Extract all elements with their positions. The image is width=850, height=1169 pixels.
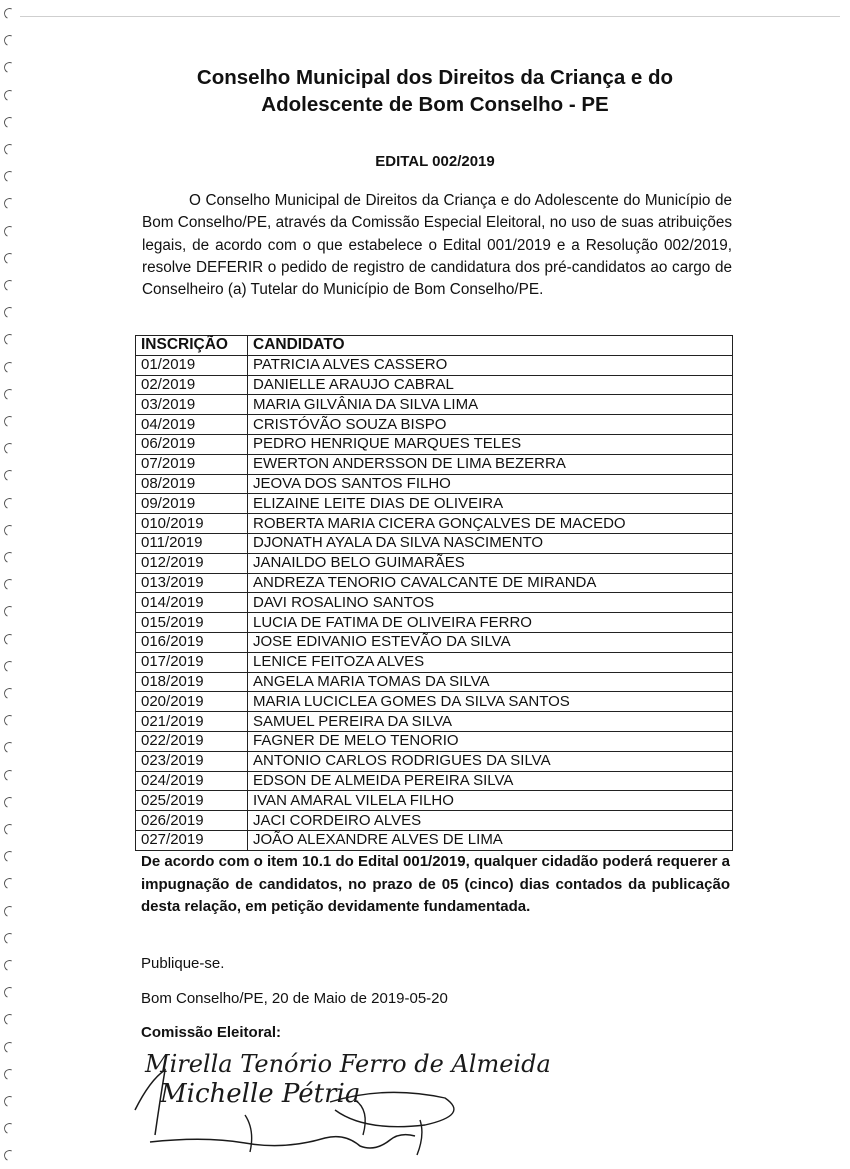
binder-hole-icon bbox=[2, 1149, 16, 1163]
table-row bbox=[136, 533, 733, 553]
inscricao-cell: 06/2019 bbox=[136, 434, 248, 454]
table-row bbox=[136, 415, 733, 435]
binder-hole-icon bbox=[2, 197, 16, 211]
inscricao-cell: 025/2019 bbox=[136, 791, 248, 811]
binder-hole-icon bbox=[2, 741, 16, 755]
candidato-cell: DAVI ROSALINO SANTOS bbox=[248, 593, 733, 613]
binder-hole-icon bbox=[2, 931, 16, 945]
inscricao-cell: 014/2019 bbox=[136, 593, 248, 613]
table-row bbox=[136, 613, 733, 633]
table-row bbox=[136, 434, 733, 454]
table-row bbox=[136, 553, 733, 573]
binder-hole-icon bbox=[2, 414, 16, 428]
table-row bbox=[136, 514, 733, 534]
binder-hole-icon bbox=[2, 142, 16, 156]
edital-number: EDITAL 002/2019 bbox=[375, 153, 495, 170]
inscricao-cell: 021/2019 bbox=[136, 712, 248, 732]
signature-2: Michelle Pétria bbox=[160, 1079, 361, 1109]
candidato-cell: ANDREZA TENORIO CAVALCANTE DE MIRANDA bbox=[248, 573, 733, 593]
binder-hole-icon bbox=[2, 442, 16, 456]
handwritten-signatures bbox=[125, 1040, 565, 1160]
inscricao-cell: 015/2019 bbox=[136, 613, 248, 633]
binder-hole-icon bbox=[2, 1040, 16, 1054]
inscricao-cell: 020/2019 bbox=[136, 692, 248, 712]
table-row bbox=[136, 395, 733, 415]
signature-1: Mirella Tenório Ferro de Almeida bbox=[145, 1050, 551, 1078]
binder-hole-icon bbox=[2, 6, 16, 20]
binder-hole-icon bbox=[2, 550, 16, 564]
inscricao-cell: 023/2019 bbox=[136, 751, 248, 771]
inscricao-cell: 03/2019 bbox=[136, 395, 248, 415]
candidates-table bbox=[135, 335, 733, 851]
inscricao-cell: 04/2019 bbox=[136, 415, 248, 435]
title-line-1: Conselho Municipal dos Direitos da Criança e do bbox=[196, 66, 674, 89]
candidato-cell: FAGNER DE MELO TENORIO bbox=[248, 731, 733, 751]
page-top-edge bbox=[20, 16, 840, 17]
inscricao-cell: 02/2019 bbox=[136, 375, 248, 395]
binder-hole-icon bbox=[2, 34, 16, 48]
table-row bbox=[136, 573, 733, 593]
page-title bbox=[140, 64, 730, 118]
candidato-cell: MARIA LUCICLEA GOMES DA SILVA SANTOS bbox=[248, 692, 733, 712]
binder-hole-icon bbox=[2, 1067, 16, 1081]
binder-hole-icon bbox=[2, 61, 16, 75]
inscricao-cell: 013/2019 bbox=[136, 573, 248, 593]
binder-holes bbox=[0, 0, 30, 1169]
publique-text: Publique-se. bbox=[141, 955, 225, 972]
candidato-cell: ELIZAINE LEITE DIAS DE OLIVEIRA bbox=[248, 494, 733, 514]
binder-hole-icon bbox=[2, 251, 16, 265]
binder-hole-icon bbox=[2, 686, 16, 700]
header-inscricao: INSCRIÇÃO bbox=[136, 336, 248, 356]
binder-hole-icon bbox=[2, 986, 16, 1000]
binder-hole-icon bbox=[2, 1013, 16, 1027]
inscricao-cell: 012/2019 bbox=[136, 553, 248, 573]
candidato-cell: LUCIA DE FATIMA DE OLIVEIRA FERRO bbox=[248, 613, 733, 633]
candidato-cell: MARIA GILVÂNIA DA SILVA LIMA bbox=[248, 395, 733, 415]
binder-hole-icon bbox=[2, 387, 16, 401]
candidato-cell: JOSE EDIVANIO ESTEVÃO DA SILVA bbox=[248, 632, 733, 652]
inscricao-cell: 017/2019 bbox=[136, 652, 248, 672]
table-row bbox=[136, 672, 733, 692]
inscricao-cell: 07/2019 bbox=[136, 454, 248, 474]
inscricao-cell: 024/2019 bbox=[136, 771, 248, 791]
binder-hole-icon bbox=[2, 958, 16, 972]
binder-hole-icon bbox=[2, 469, 16, 483]
inscricao-cell: 01/2019 bbox=[136, 355, 248, 375]
inscricao-cell: 011/2019 bbox=[136, 533, 248, 553]
table-row bbox=[136, 454, 733, 474]
candidato-cell: ANTONIO CARLOS RODRIGUES DA SILVA bbox=[248, 751, 733, 771]
binder-hole-icon bbox=[2, 877, 16, 891]
binder-hole-icon bbox=[2, 822, 16, 836]
table-row bbox=[136, 791, 733, 811]
table-row bbox=[136, 593, 733, 613]
inscricao-cell: 018/2019 bbox=[136, 672, 248, 692]
title-line-2: Adolescente de Bom Conselho - PE bbox=[261, 93, 609, 116]
binder-hole-icon bbox=[2, 278, 16, 292]
binder-hole-icon bbox=[2, 496, 16, 510]
binder-hole-icon bbox=[2, 115, 16, 129]
binder-hole-icon bbox=[2, 88, 16, 102]
inscricao-cell: 016/2019 bbox=[136, 632, 248, 652]
binder-hole-icon bbox=[2, 605, 16, 619]
binder-hole-icon bbox=[2, 714, 16, 728]
binder-hole-icon bbox=[2, 306, 16, 320]
candidato-cell: ANGELA MARIA TOMAS DA SILVA bbox=[248, 672, 733, 692]
binder-hole-icon bbox=[2, 360, 16, 374]
binder-hole-icon bbox=[2, 1122, 16, 1136]
candidato-cell: IVAN AMARAL VILELA FILHO bbox=[248, 791, 733, 811]
binder-hole-icon bbox=[2, 795, 16, 809]
candidato-cell: JACI CORDEIRO ALVES bbox=[248, 811, 733, 831]
inscricao-cell: 022/2019 bbox=[136, 731, 248, 751]
table-row bbox=[136, 474, 733, 494]
inscricao-cell: 026/2019 bbox=[136, 811, 248, 831]
candidato-cell: DJONATH AYALA DA SILVA NASCIMENTO bbox=[248, 533, 733, 553]
table-row bbox=[136, 652, 733, 672]
table-row bbox=[136, 355, 733, 375]
table-body bbox=[136, 355, 733, 850]
inscricao-cell: 08/2019 bbox=[136, 474, 248, 494]
table-row bbox=[136, 811, 733, 831]
candidato-cell: PEDRO HENRIQUE MARQUES TELES bbox=[248, 434, 733, 454]
binder-hole-icon bbox=[2, 523, 16, 537]
header-candidato: CANDIDATO bbox=[248, 336, 733, 356]
table-row bbox=[136, 494, 733, 514]
binder-hole-icon bbox=[2, 578, 16, 592]
candidato-cell: JEOVA DOS SANTOS FILHO bbox=[248, 474, 733, 494]
intro-paragraph: O Conselho Municipal de Direitos da Criança e do Adolescente do Município de Bom Conselho/PE, através da Comissão Especial Eleitoral, no uso de suas atribuições legais, de acordo com o que estabelece o Edital 001/2019 e a Resolução 002/2019, resolve DEFERIR o pedido de registro de candidatura dos pré-candidatos ao cargo de Conselheiro (a) Tutelar do Município de Bom Conselho/PE. bbox=[142, 192, 732, 299]
table-header-row bbox=[136, 336, 733, 356]
candidato-cell: EWERTON ANDERSSON DE LIMA BEZERRA bbox=[248, 454, 733, 474]
candidato-cell: JANAILDO BELO GUIMARÃES bbox=[248, 553, 733, 573]
candidato-cell: LENICE FEITOZA ALVES bbox=[248, 652, 733, 672]
binder-hole-icon bbox=[2, 850, 16, 864]
table-row bbox=[136, 731, 733, 751]
binder-hole-icon bbox=[2, 904, 16, 918]
binder-hole-icon bbox=[2, 659, 16, 673]
candidato-cell: DANIELLE ARAUJO CABRAL bbox=[248, 375, 733, 395]
candidato-cell: CRISTÓVÃO SOUZA BISPO bbox=[248, 415, 733, 435]
binder-hole-icon bbox=[2, 333, 16, 347]
candidato-cell: EDSON DE ALMEIDA PEREIRA SILVA bbox=[248, 771, 733, 791]
binder-hole-icon bbox=[2, 1094, 16, 1108]
inscricao-cell: 09/2019 bbox=[136, 494, 248, 514]
binder-hole-icon bbox=[2, 632, 16, 646]
table-row bbox=[136, 751, 733, 771]
candidato-cell: JOÃO ALEXANDRE ALVES DE LIMA bbox=[248, 830, 733, 850]
table-row bbox=[136, 830, 733, 850]
impugnation-note: De acordo com o item 10.1 do Edital 001/2019, qualquer cidadão poderá requerer a impugnação de candidatos, no prazo de 05 (cinco) dias contados da publicação desta relação, em petição devidamente fundamentada. bbox=[141, 853, 730, 915]
binder-hole-icon bbox=[2, 224, 16, 238]
table-row bbox=[136, 632, 733, 652]
table-row bbox=[136, 375, 733, 395]
binder-hole-icon bbox=[2, 170, 16, 184]
table-row bbox=[136, 712, 733, 732]
candidato-cell: PATRICIA ALVES CASSERO bbox=[248, 355, 733, 375]
commission-label: Comissão Eleitoral: bbox=[141, 1024, 282, 1041]
table-row bbox=[136, 692, 733, 712]
candidato-cell: SAMUEL PEREIRA DA SILVA bbox=[248, 712, 733, 732]
date-line: Bom Conselho/PE, 20 de Maio de 2019-05-20 bbox=[141, 990, 448, 1007]
candidato-cell: ROBERTA MARIA CICERA GONÇALVES DE MACEDO bbox=[248, 514, 733, 534]
table-row bbox=[136, 771, 733, 791]
inscricao-cell: 027/2019 bbox=[136, 830, 248, 850]
binder-hole-icon bbox=[2, 768, 16, 782]
inscricao-cell: 010/2019 bbox=[136, 514, 248, 534]
